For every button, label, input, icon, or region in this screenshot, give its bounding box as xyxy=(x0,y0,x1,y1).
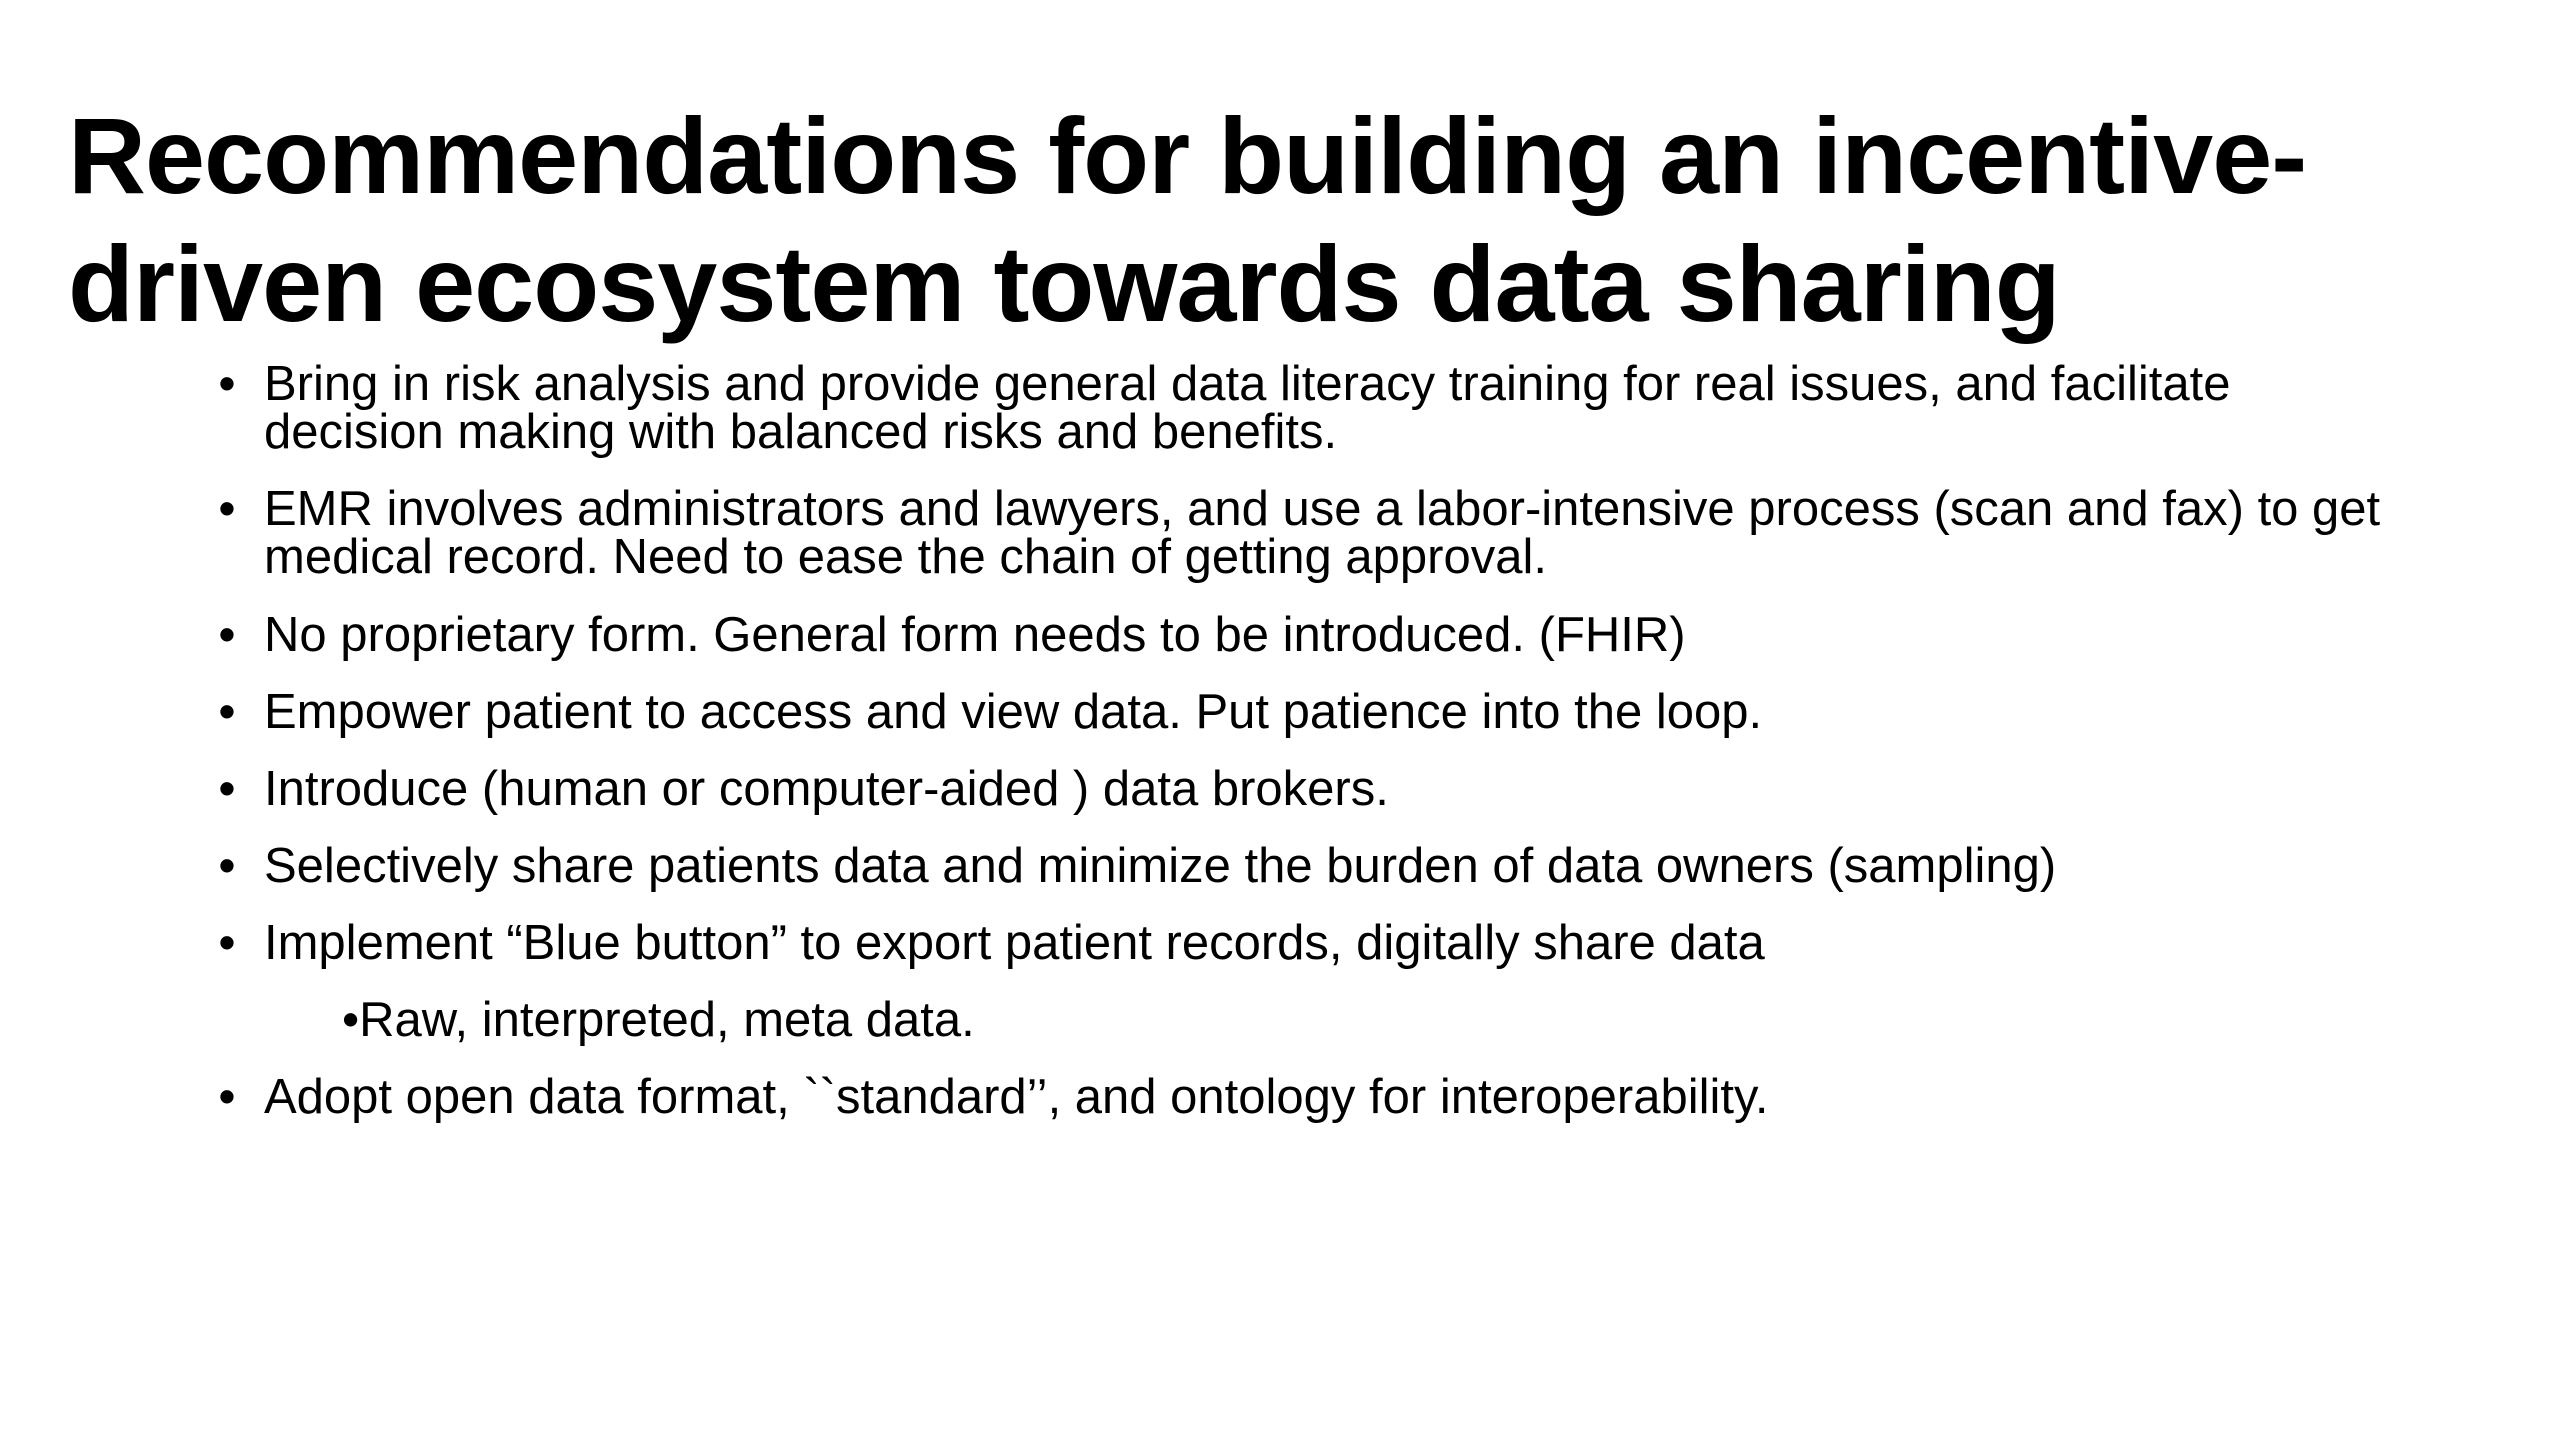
bullet-marker: • xyxy=(218,1070,236,1124)
bullet-text: Introduce (human or computer-aided ) data brokers. xyxy=(264,762,1389,816)
slide-title xyxy=(68,92,2468,348)
sub-bullet-item-data-types xyxy=(212,995,2542,1072)
bullet-item-selective-share xyxy=(212,841,2542,918)
bullet-text-line-1: Bring in risk analysis and provide general data literacy training for real issues, and facilitate xyxy=(264,357,2231,411)
bullet-marker: • xyxy=(218,357,236,411)
bullet-marker: • xyxy=(218,685,236,739)
bullet-item-data-brokers xyxy=(212,764,2542,841)
bullet-text-line-2: decision making with balanced risks and benefits. xyxy=(264,405,1338,459)
sub-bullet-text: Raw, interpreted, meta data. xyxy=(359,993,975,1047)
slide-title-line-2: driven ecosystem towards data sharing xyxy=(68,223,2060,344)
bullet-text: Empower patient to access and view data. Put patience into the loop. xyxy=(264,685,1763,739)
bullet-item-open-format xyxy=(212,1072,2542,1149)
slide-title-line-1: Recommendations for building an incentive- xyxy=(68,95,2307,216)
bullet-text-line-1: EMR involves administrators and lawyers, and use a labor-intensive process (scan and fax) to get xyxy=(264,482,2381,536)
bullet-list xyxy=(212,357,2542,1149)
bullet-marker: • xyxy=(218,839,236,893)
bullet-text: Adopt open data format, ``standard’’, and ontology for interoperability. xyxy=(264,1070,1769,1124)
bullet-marker: • xyxy=(218,762,236,816)
bullet-item-proprietary-form xyxy=(212,610,2542,687)
bullet-item-blue-button xyxy=(212,918,2542,995)
bullet-text-line-2: medical record. Need to ease the chain of getting approval. xyxy=(264,530,1547,584)
bullet-item-emr xyxy=(212,482,2542,610)
bullet-marker: • xyxy=(218,916,236,970)
bullet-item-empower-patient xyxy=(212,687,2542,764)
bullet-text: No proprietary form. General form needs to be introduced. (FHIR) xyxy=(264,608,1686,662)
bullet-text: Implement “Blue button” to export patient records, digitally share data xyxy=(264,916,1765,970)
bullet-item-risk-analysis xyxy=(212,357,2542,485)
bullet-text: Selectively share patients data and minimize the burden of data owners (sampling) xyxy=(264,839,2057,893)
sub-bullet-marker: • xyxy=(342,993,360,1047)
bullet-marker: • xyxy=(218,608,236,662)
bullet-marker: • xyxy=(218,482,236,536)
